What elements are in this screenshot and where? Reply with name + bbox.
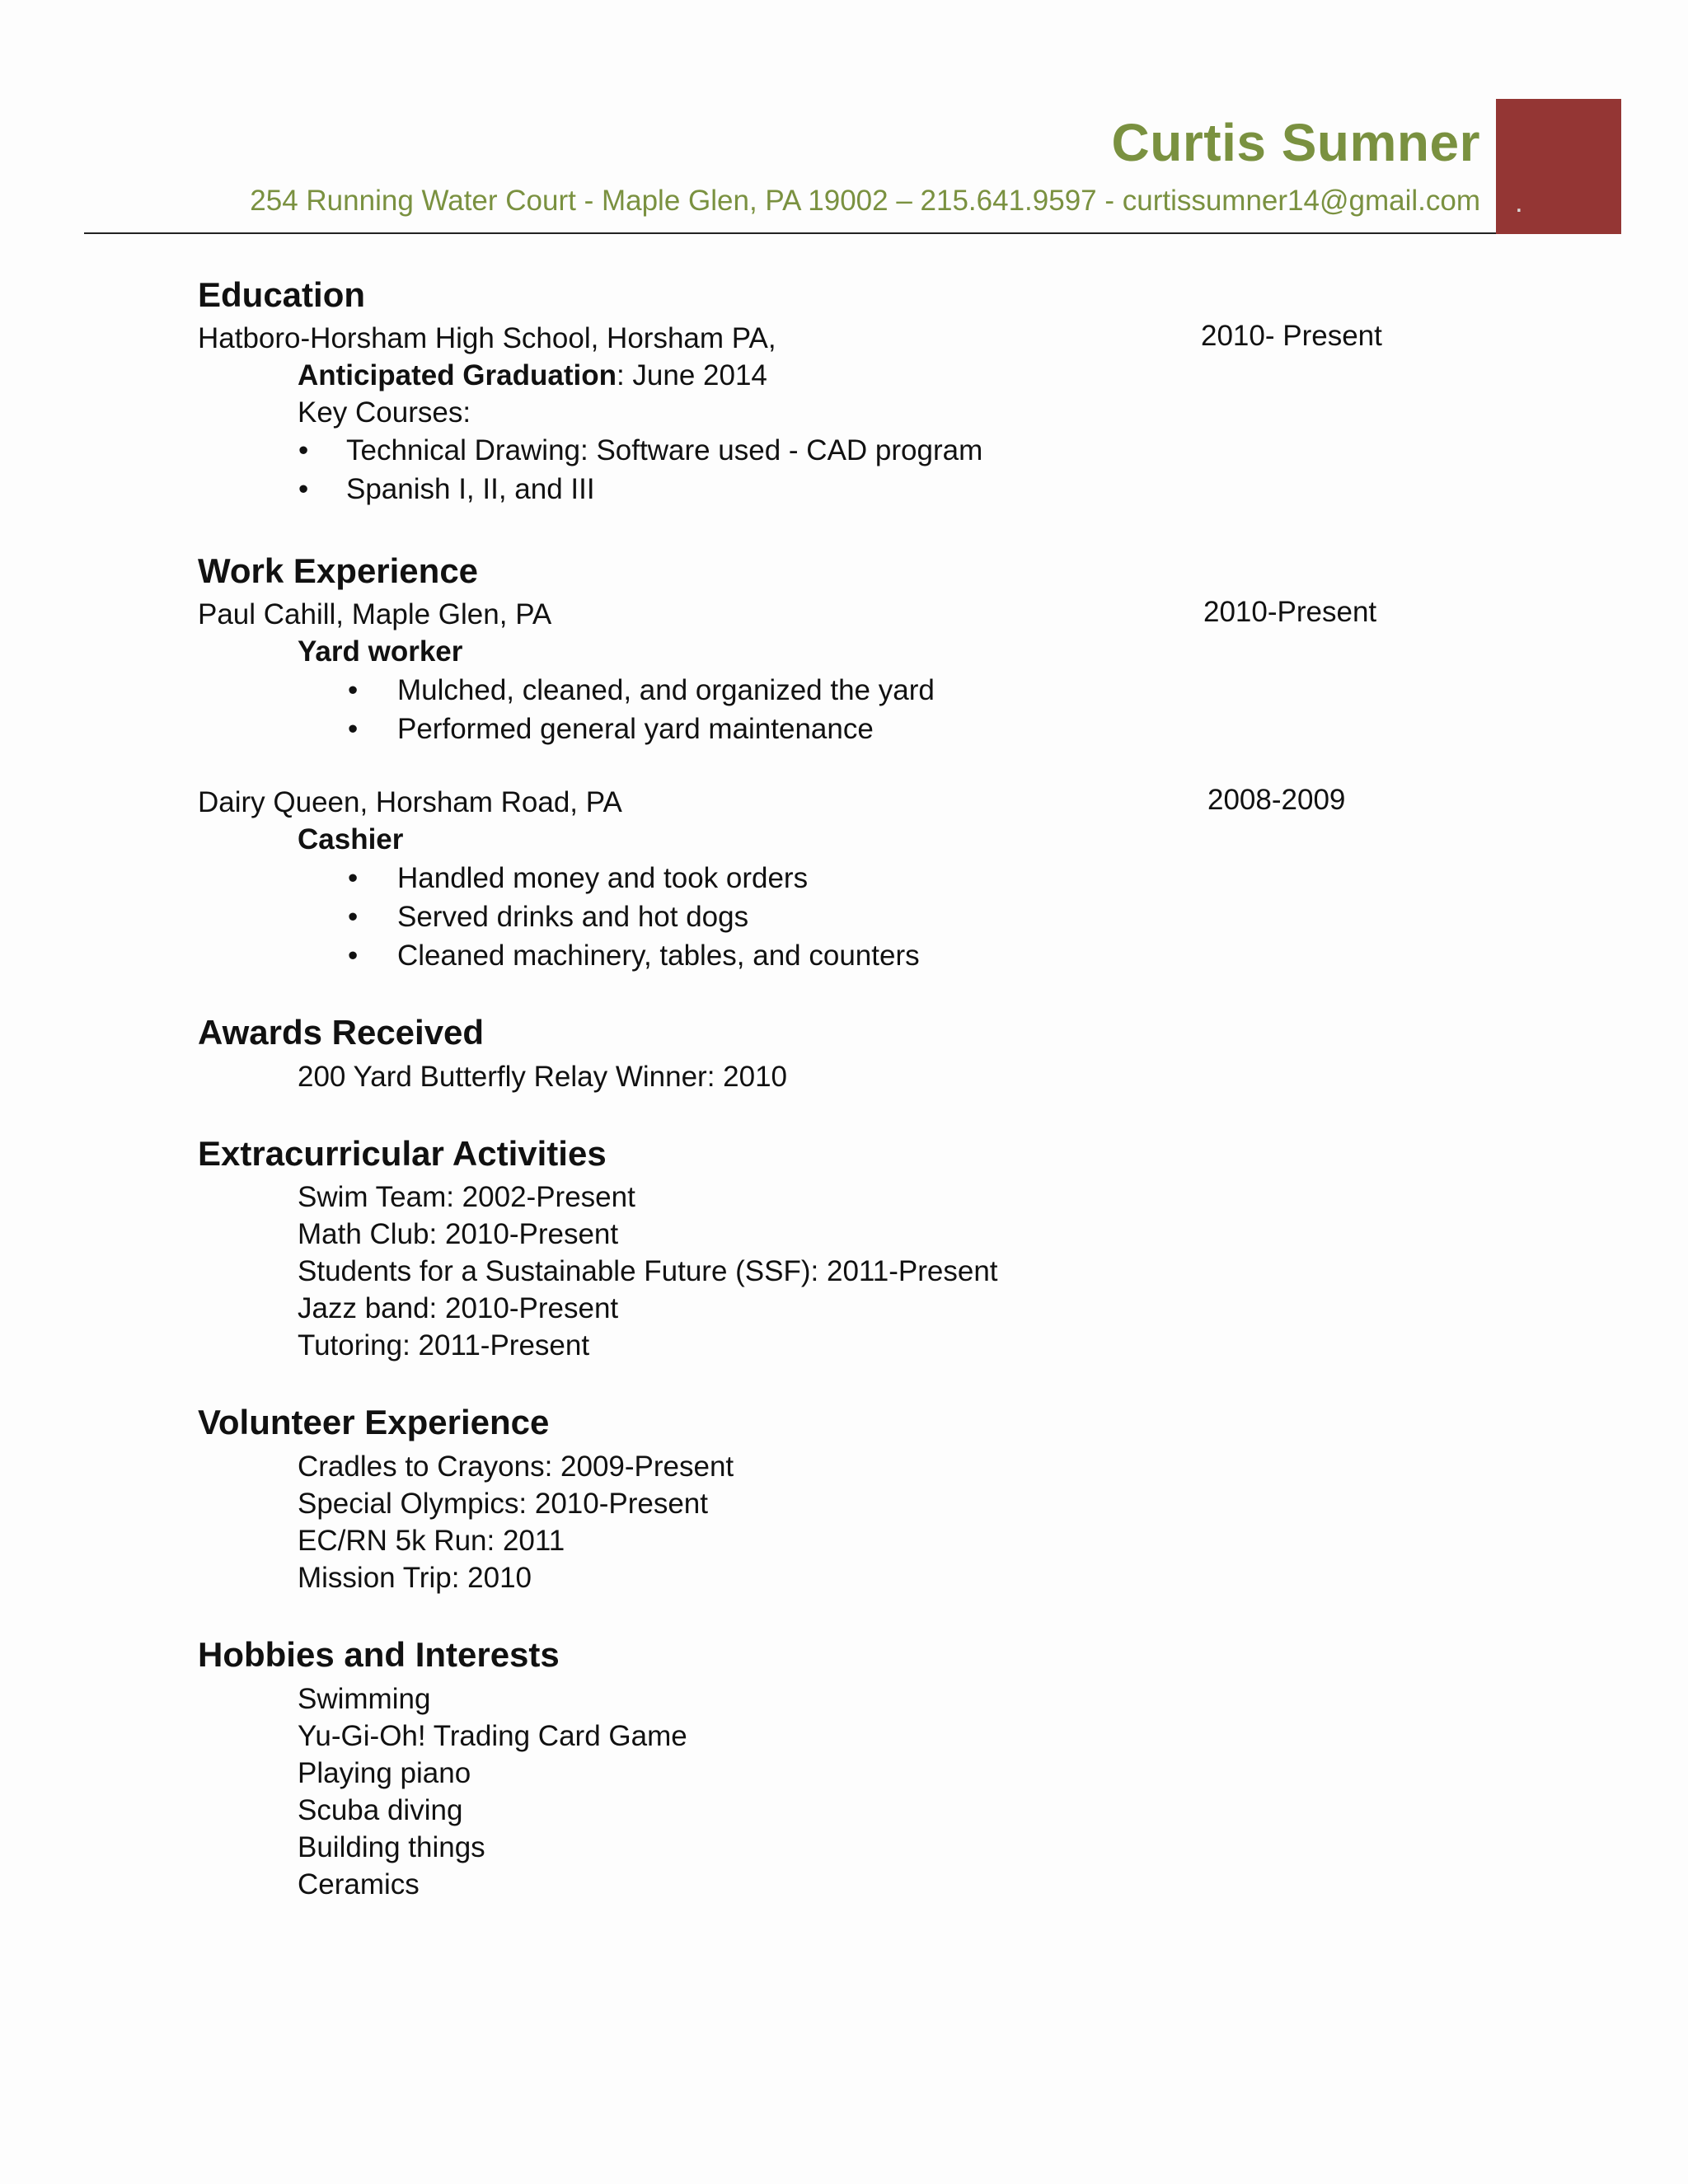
volunteer-item: Cradles to Crayons: 2009-Present xyxy=(298,1451,734,1483)
bullet-icon: • xyxy=(348,862,359,894)
duty-item: Served drinks and hot dogs xyxy=(397,901,749,933)
course-item: Technical Drawing: Software used - CAD program xyxy=(346,434,983,466)
award-item: 200 Yard Butterfly Relay Winner: 2010 xyxy=(298,1061,788,1093)
section-title-hobbies: Hobbies and Interests xyxy=(198,1635,560,1674)
volunteer-item: Special Olympics: 2010-Present xyxy=(298,1488,708,1520)
accent-dot: . xyxy=(1515,186,1523,218)
contact-info: 254 Running Water Court - Maple Glen, PA 19002 – 215.641.9597 - curtissumner14@gmail.com xyxy=(250,185,1480,217)
graduation-value: : June 2014 xyxy=(616,359,767,391)
section-title-education: Education xyxy=(198,275,366,314)
activity-item: Tutoring: 2011-Present xyxy=(298,1329,590,1361)
hobby-item: Building things xyxy=(298,1831,485,1863)
education-dates: 2010- Present xyxy=(1201,320,1382,352)
section-title-volunteer: Volunteer Experience xyxy=(198,1403,550,1441)
key-courses-label: Key Courses: xyxy=(298,396,471,429)
volunteer-item: Mission Trip: 2010 xyxy=(298,1562,532,1594)
section-title-work: Work Experience xyxy=(198,551,479,590)
section-title-extracurricular: Extracurricular Activities xyxy=(198,1134,607,1173)
bullet-icon: • xyxy=(348,940,359,972)
bullet-icon: • xyxy=(298,434,309,466)
duty-item: Handled money and took orders xyxy=(397,862,809,894)
employer-name: Dairy Queen, Horsham Road, PA xyxy=(198,786,622,818)
employer-name: Paul Cahill, Maple Glen, PA xyxy=(198,598,552,630)
activity-item: Math Club: 2010-Present xyxy=(298,1218,619,1250)
duty-item: Mulched, cleaned, and organized the yard xyxy=(397,674,935,706)
duty-item: Cleaned machinery, tables, and counters xyxy=(397,940,920,972)
duty-item: Performed general yard maintenance xyxy=(397,713,874,745)
activity-item: Students for a Sustainable Future (SSF): 2011-Present xyxy=(298,1255,998,1287)
job-role: Cashier xyxy=(298,823,404,855)
hobby-item: Playing piano xyxy=(298,1757,471,1789)
resume-name: Curtis Sumner xyxy=(1111,113,1480,172)
hobby-item: Yu-Gi-Oh! Trading Card Game xyxy=(298,1720,687,1752)
hobby-item: Ceramics xyxy=(298,1868,420,1900)
activity-item: Jazz band: 2010-Present xyxy=(298,1292,619,1324)
section-title-awards: Awards Received xyxy=(198,1013,485,1052)
bullet-icon: • xyxy=(348,713,359,745)
hobby-item: Scuba diving xyxy=(298,1794,463,1826)
bullet-icon: • xyxy=(348,674,359,706)
volunteer-item: EC/RN 5k Run: 2011 xyxy=(298,1525,565,1557)
header-divider xyxy=(84,232,1496,234)
activity-item: Swim Team: 2002-Present xyxy=(298,1181,635,1213)
bullet-icon: • xyxy=(298,473,309,505)
school-name: Hatboro-Horsham High School, Horsham PA, xyxy=(198,322,776,354)
job-dates: 2008-2009 xyxy=(1207,784,1346,816)
course-item: Spanish I, II, and III xyxy=(346,473,595,505)
graduation-label: Anticipated Graduation xyxy=(298,359,617,391)
job-dates: 2010-Present xyxy=(1203,596,1377,628)
job-role: Yard worker xyxy=(298,635,463,668)
bullet-icon: • xyxy=(348,901,359,933)
graduation-line xyxy=(298,357,767,394)
hobby-item: Swimming xyxy=(298,1683,431,1715)
